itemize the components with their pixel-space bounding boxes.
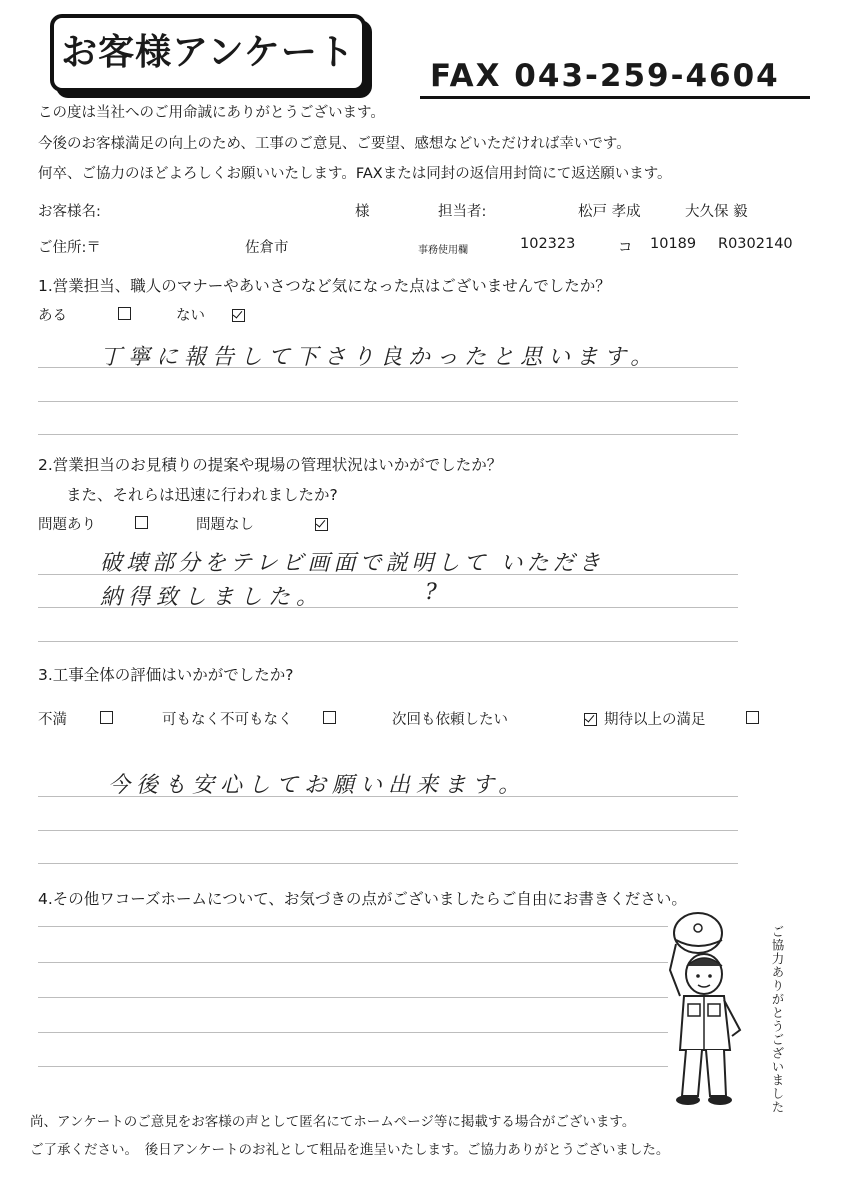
address-label: ご住所:〒 (38, 240, 101, 256)
staff-label: 担当者: (438, 204, 487, 220)
q2-handwritten-answer-2: 納得致しました。 (100, 585, 325, 610)
intro-line-1: この度は当社へのご用命誠にありがとうございます。 (38, 105, 385, 121)
q1-option-yes-label: ある (38, 308, 67, 324)
q4-answer-line-3 (38, 997, 668, 998)
q3-option-1-label: 不満 (38, 712, 67, 728)
intro-line-2: 今後のお客様満足の向上のため、工事のご意見、ご要望、感想などいただければ幸いです。 (38, 136, 631, 152)
q3-answer-line-3 (38, 863, 738, 864)
q2-handwritten-answer-1: 破壊部分をテレビ画面で説明して いただき (100, 551, 605, 576)
footer-line-2: ご了承ください。 後日アンケートのお礼として粗品を進呈いたします。ご協力ありがとうございました。 (30, 1142, 670, 1158)
q2-checkbox-yes[interactable] (135, 516, 148, 529)
q1-answer-line-1 (38, 367, 738, 368)
fax-number: FAX 043-259-4604 (430, 58, 780, 94)
q2-question-line-2: また、それらは迅速に行われましたか? (66, 486, 338, 504)
q4-answer-line-1 (38, 926, 668, 927)
staff-name-1: 松戸 孝成 (578, 204, 641, 220)
office-code-4: R0302140 (718, 236, 793, 252)
q1-question: 1.営業担当、職人のマナーやあいさつなど気になった点はございませんでしたか？ (38, 277, 611, 295)
customer-name-label: お客様名: (38, 204, 101, 220)
address-city: 佐倉市 (245, 240, 289, 256)
q2-checkbox-no[interactable] (315, 518, 328, 531)
staff-name-2: 大久保 毅 (685, 204, 748, 220)
q3-checkbox-2[interactable] (323, 711, 336, 724)
q4-question: 4.その他ワコーズホームについて、お気づきの点がございましたらご自由にお書きください。 (38, 890, 687, 908)
q3-option-2-label: 可もなく不可もなく (162, 712, 293, 728)
honorific: 様 (355, 204, 370, 220)
office-code-3: 10189 (650, 236, 697, 252)
q3-answer-line-2 (38, 830, 738, 831)
q2-handwritten-mark: ? (425, 580, 443, 605)
q3-option-3-label: 次回も依頼したい (392, 712, 508, 728)
q2-question-line-1: 2.営業担当のお見積りの提案や現場の管理状況はいかがでしたか？ (38, 456, 503, 474)
q1-option-no-label: ない (176, 308, 205, 324)
office-use-label: 事務使用欄 (418, 245, 468, 256)
q1-answer-line-3 (38, 434, 738, 435)
q1-answer-line-2 (38, 401, 738, 402)
office-code-1: 102323 (520, 236, 576, 252)
q2-answer-line-3 (38, 641, 738, 642)
q2-option-yes-label: 問題あり (38, 517, 96, 533)
q3-checkbox-1[interactable] (100, 711, 113, 724)
q3-option-4-label: 期待以上の満足 (604, 712, 706, 728)
title-box (50, 14, 366, 92)
worker-mascot-illustration (640, 900, 765, 1110)
q4-answer-line-5 (38, 1066, 668, 1067)
q1-handwritten-answer: 丁寧に報告して下さり良かったと思います。 (100, 345, 659, 370)
q2-answer-line-1 (38, 574, 738, 575)
q3-handwritten-answer: 今後も安心してお願い出来ます。 (108, 773, 527, 798)
vertical-thanks-text: ご協力ありがとうございました (770, 925, 785, 1114)
fax-underline (420, 96, 810, 99)
q1-checkbox-yes[interactable] (118, 307, 131, 320)
q4-answer-line-4 (38, 1032, 668, 1033)
q1-checkbox-no[interactable] (232, 309, 245, 322)
q3-checkbox-4[interactable] (746, 711, 759, 724)
q3-question: 3.工事全体の評価はいかがでしたか? (38, 666, 294, 684)
q3-answer-line-1 (38, 796, 738, 797)
q2-answer-line-2 (38, 607, 738, 608)
q3-checkbox-3[interactable] (584, 713, 597, 726)
q4-answer-line-2 (38, 962, 668, 963)
office-code-2: コ (618, 240, 633, 256)
page-title: お客様アンケート (61, 32, 355, 73)
footer-line-1: 尚、アンケートのご意見をお客様の声として匿名にてホームページ等に掲載する場合がございます。 (30, 1114, 636, 1130)
intro-line-3: 何卒、ご協力のほどよろしくお願いいたします。FAXまたは同封の返信用封筒にて返送願います。 (38, 166, 672, 182)
q2-option-no-label: 問題なし (196, 517, 254, 533)
